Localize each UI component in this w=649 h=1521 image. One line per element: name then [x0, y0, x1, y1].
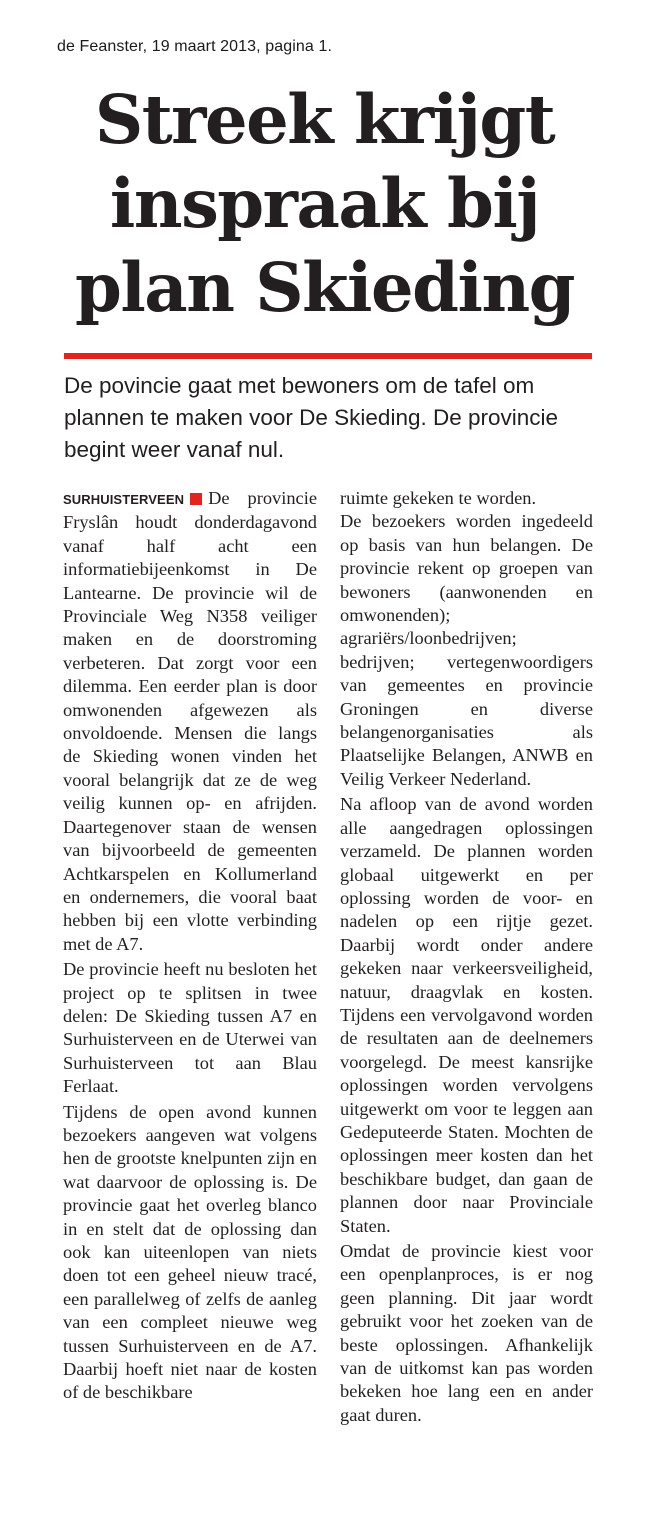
body-paragraph: Na afloop van de avond worden alle aangedragen oplossingen verzameld. De plannen worden globaal uitgewerkt en per oplossing worden de voor- en nadelen op een rijtje gezet. Daarbij wordt onder andere gekeken naar verkeersveiligheid, natuur, draagvlak en kosten. Tijdens een vervolgavond worden de resultaten aan de deelnemers voorgelegd. De meest kansrijke oplossingen worden vervolgens uitgewerkt om voor te leggen aan Gedeputeerde Staten. Mochten de oplossingen meer kosten dan het beschikbare budget, dan gaan de plannen door naar Provinciale Staten. — [340, 794, 593, 1236]
lead-paragraph: De povincie gaat met bewoners om de tafel om plannen te maken voor De Skieding. De provincie begint weer vanaf nul. — [64, 373, 559, 462]
red-divider — [64, 353, 592, 359]
body-paragraph: De provincie heeft nu besloten het project op te splitsen in twee delen: De Skieding tussen A7 en Surhuisterveen en de Uterwei van Surhuisterveen tot aan Blau Ferlaat. — [63, 959, 317, 1097]
body-paragraph — [63, 487, 317, 956]
body-paragraph: De bezoekers worden ingedeeld op basis van hun belangen. De provincie rekent op groepen van bewoners (aanwonenden en omwonenden); agrariërs/loonbedrijven; bedrijven; vertegenwoordigers van gemeentes en provincie Groningen en diverse belangenorganisaties als Plaatselijke Belangen, ANWB en Veilig Verkeer Nederland. — [340, 511, 593, 789]
body-column-right — [340, 487, 593, 1427]
body-column-left — [63, 487, 317, 1405]
body-paragraph: Omdat de provincie kiest voor een openplanproces, is er nog geen planning. Dit jaar wordt gebruikt voor het zoeken van de beste oplossingen. Afhankelijk van de uitkomst kan pas worden bekeken hoe lang een en ander gaat duren. — [340, 1241, 593, 1425]
headline: Streek krijgt inspraak bij plan Skieding — [75, 80, 574, 327]
body-paragraph: Tijdens de open avond kunnen bezoekers aangeven wat volgens hen de grootste knelpunten zijn en wat daarvoor de oplossing is. De provincie gaat het overleg blanco in en stelt dat de oplossing dan ook kan uiteenlopen van niets doen tot een geheel nieuw tracé, een parallelweg of zelfs de aanleg van een compleet nieuwe weg tussen Surhuisterveen en de A7. Daarbij hoeft niet naar de kosten of de beschikbare — [63, 1101, 317, 1403]
dateline: SURHUISTERVEEN — [63, 492, 185, 507]
paragraph-text: De provincie Fryslân houdt donderdagavond vanaf half acht een informatiebijeenkomst in De Lantearne. De provincie wil de Provinciale Weg N358 veiliger maken en de doorstroming verbeteren. Dat zorgt voor een dilemma. Een eerder plan is door omwonenden afgewezen als onvoldoende. Mensen die langs de Skieding wonen vinden het vooral belangrijk dat ze de weg veilig kunnen op- en afrijden. Daartegenover staan de wensen van bijvoorbeeld de gemeenten Achtkarspelen en Kollumerland en ondernemers, die vooral baat hebben bij een vlotte verbinding met de A7. — [63, 488, 317, 954]
red-square-icon — [190, 493, 202, 505]
body-paragraph: ruimte gekeken te worden. — [340, 488, 537, 508]
source-line: de Feanster, 19 maart 2013, pagina 1. — [57, 38, 332, 55]
